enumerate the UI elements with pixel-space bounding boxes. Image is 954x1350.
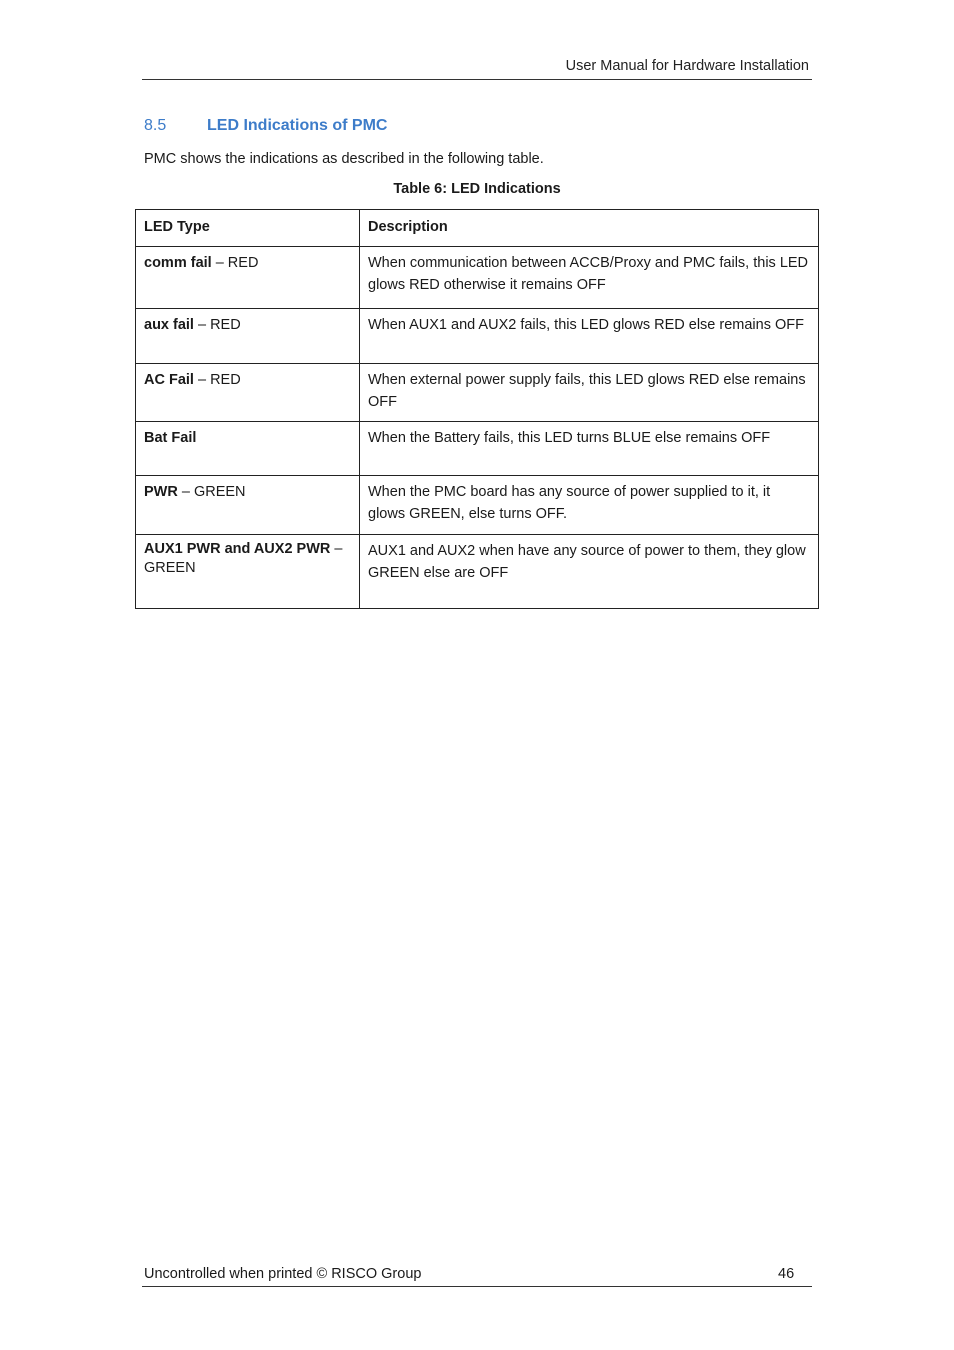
- led-type-cell: [136, 422, 360, 476]
- table-row: [136, 309, 819, 364]
- description-cell: When communication between ACCB/Proxy and PMC fails, this LED glows RED otherwise it remains OFF: [360, 247, 819, 309]
- section-title: LED Indications of PMC: [207, 117, 388, 134]
- led-type-name: PWR: [144, 484, 178, 500]
- description-cell: When external power supply fails, this LED glows RED else remains OFF: [360, 364, 819, 422]
- led-type-cell: [136, 247, 360, 309]
- description-cell: When AUX1 and AUX2 fails, this LED glows RED else remains OFF: [360, 309, 819, 364]
- intro-paragraph: PMC shows the indications as described in the following table.: [144, 151, 544, 167]
- led-type-color: – GREEN: [177, 484, 246, 500]
- description-cell: When the PMC board has any source of power supplied to it, it glows GREEN, else turns OFF.: [360, 476, 819, 535]
- description-cell: AUX1 and AUX2 when have any source of power to them, they glow GREEN else are OFF: [360, 535, 819, 609]
- led-type-cell: [136, 364, 360, 422]
- footer-rule: [142, 1286, 812, 1287]
- led-type-cell: [136, 535, 360, 609]
- header-description: Description: [360, 210, 819, 247]
- running-header: User Manual for Hardware Installation: [565, 58, 809, 74]
- led-type-color: – RED: [193, 372, 241, 388]
- led-type-cell: [136, 309, 360, 364]
- table-caption: Table 6: LED Indications: [393, 181, 561, 197]
- header-led-type: LED Type: [136, 210, 360, 247]
- led-type-color: – RED: [193, 317, 241, 333]
- section-heading: [144, 117, 387, 135]
- table-row: [136, 364, 819, 422]
- led-type-name: AUX1 PWR and AUX2 PWR: [144, 541, 331, 557]
- description-cell: When the Battery fails, this LED turns BLUE else remains OFF: [360, 422, 819, 476]
- table-row: [136, 247, 819, 309]
- led-type-cell: [136, 476, 360, 535]
- led-type-name: AC Fail: [144, 372, 194, 388]
- led-type-name: aux fail: [144, 317, 194, 333]
- table-header-row: [136, 210, 819, 247]
- page-number: 46: [778, 1266, 795, 1282]
- table-row: [136, 422, 819, 476]
- led-type-color: – GREEN: [144, 541, 343, 576]
- led-indications-table: [135, 209, 819, 609]
- header-rule: [142, 79, 812, 80]
- led-type-color: – RED: [211, 255, 259, 271]
- table-row: [136, 535, 819, 609]
- led-type-name: Bat Fail: [144, 430, 197, 446]
- led-type-name: comm fail: [144, 255, 212, 271]
- footer-text: Uncontrolled when printed © RISCO Group: [144, 1266, 422, 1282]
- section-number: 8.5: [144, 117, 167, 134]
- table-row: [136, 476, 819, 535]
